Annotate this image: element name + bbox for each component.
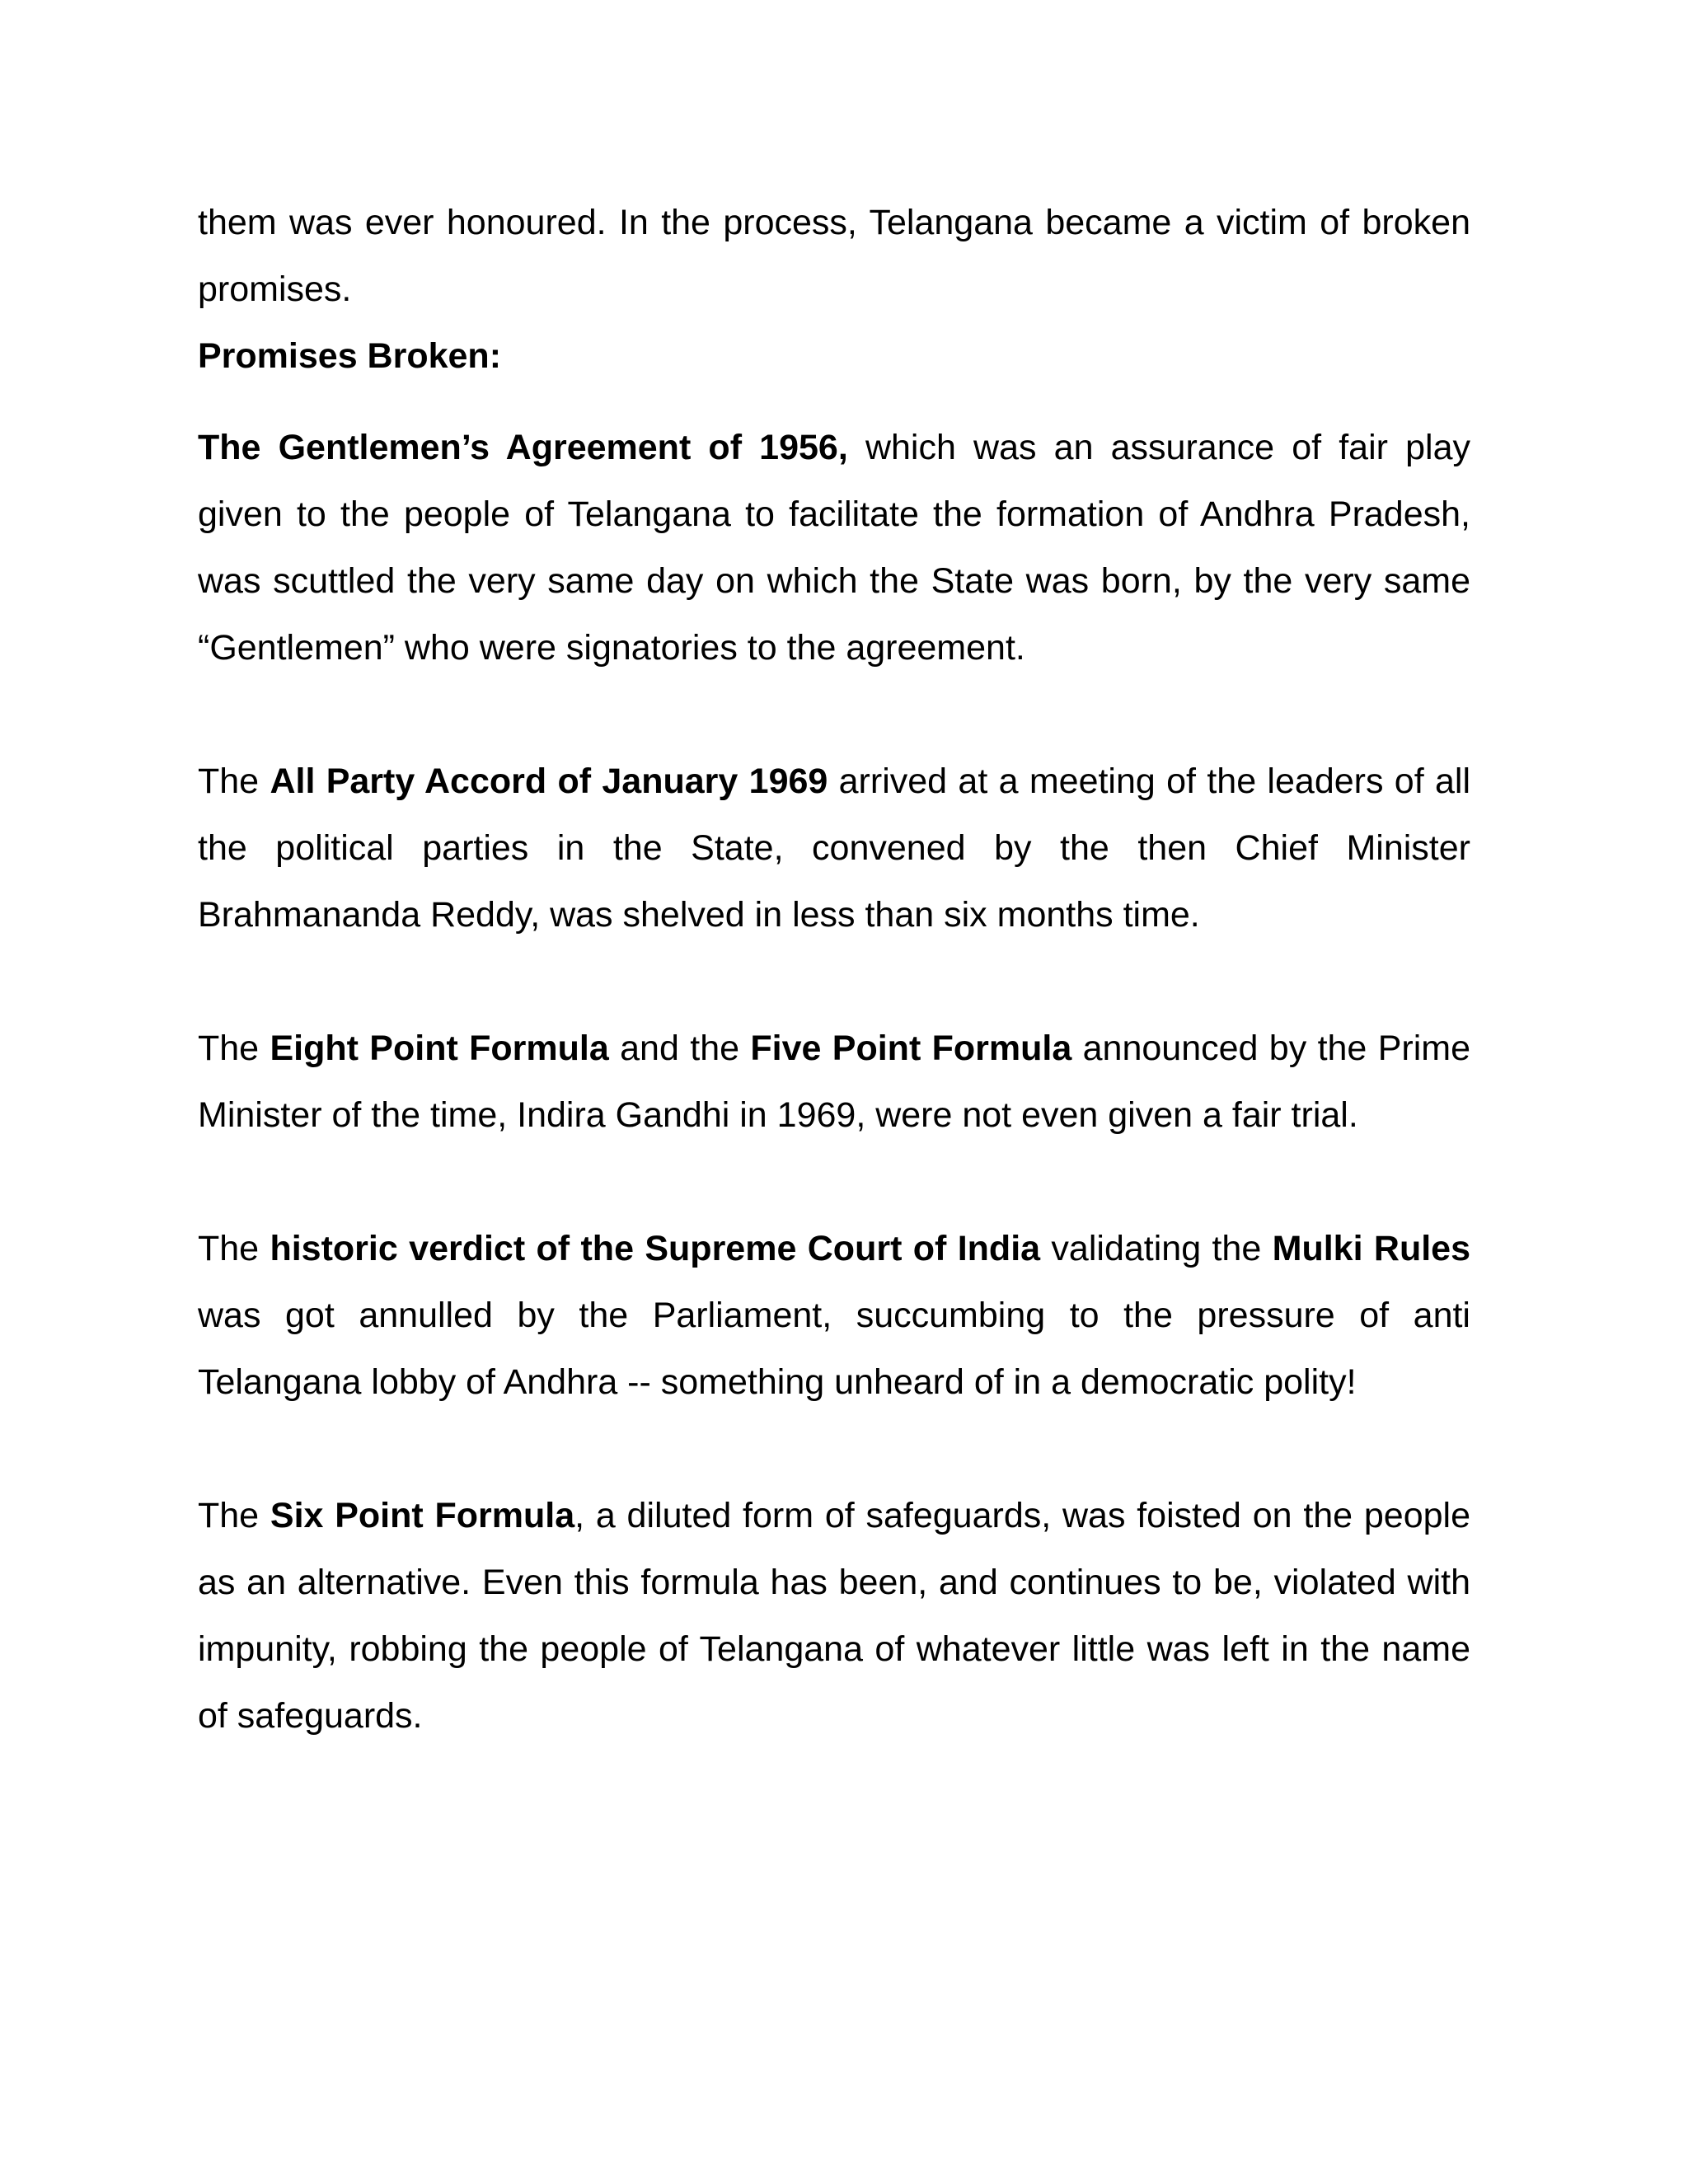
bold-mulki-rules: Mulki Rules <box>1272 1229 1471 1268</box>
bold-five-point-formula: Five Point Formula <box>750 1029 1072 1068</box>
paragraph-point-formulas <box>198 1015 1470 1149</box>
bold-supreme-court-verdict: historic verdict of the Supreme Court of India <box>270 1229 1041 1268</box>
bold-gentlemens-agreement: The Gentlemen’s Agreement of 1956, <box>198 428 848 467</box>
paragraph-text: , a diluted form of safeguards, was foisted on the people as an alternative. Even this formula has been, and continues to be, violated with impunity, robbing the people of Telangana of whatever little was left in the name of safeguards. <box>198 1496 1471 1736</box>
paragraph-text: validating the <box>1040 1229 1273 1268</box>
paragraph-six-point-formula <box>198 1483 1470 1750</box>
paragraph-text: The <box>198 1229 270 1268</box>
paragraph-text: arrived at a meeting of the leaders of all the political parties in the State, convened by the then Chief Minister Brahmananda Reddy, was shelved in less than six months time. <box>198 762 1471 935</box>
paragraph-supreme-court-verdict <box>198 1216 1470 1416</box>
bold-eight-point-formula: Eight Point Formula <box>270 1029 609 1068</box>
intro-text: them was ever honoured. In the process, Telangana became a victim of broken promises. <box>198 203 1470 309</box>
paragraph-text: The <box>198 762 270 801</box>
paragraph-text: announced by the Prime Minister of the time, Indira Gandhi in 1969, were not even given a fair trial. <box>198 1029 1470 1135</box>
paragraph-text: and the <box>608 1029 751 1068</box>
paragraph-text: The <box>198 1496 270 1535</box>
paragraph-gentlemens-agreement <box>198 415 1470 682</box>
paragraph-text: which was an assurance of fair play given to the people of Telangana to facilitate the formation of Andhra Pradesh, was scuttled the very same day on which the State was born, by the very same “Gentlemen” who were signatories to the agreement. <box>198 428 1470 668</box>
document-page <box>198 190 1470 1750</box>
paragraph-all-party-accord <box>198 748 1470 949</box>
paragraph-text: was got annulled by the Parliament, succumbing to the pressure of anti Telangana lobby of Andhra -- something unheard of in a democratic polity! <box>198 1296 1470 1402</box>
bold-all-party-accord: All Party Accord of January 1969 <box>270 762 828 801</box>
section-heading: Promises Broken: <box>198 336 502 376</box>
intro-paragraph <box>198 190 1470 323</box>
paragraph-text: The <box>198 1029 270 1068</box>
bold-six-point-formula: Six Point Formula <box>270 1496 575 1535</box>
